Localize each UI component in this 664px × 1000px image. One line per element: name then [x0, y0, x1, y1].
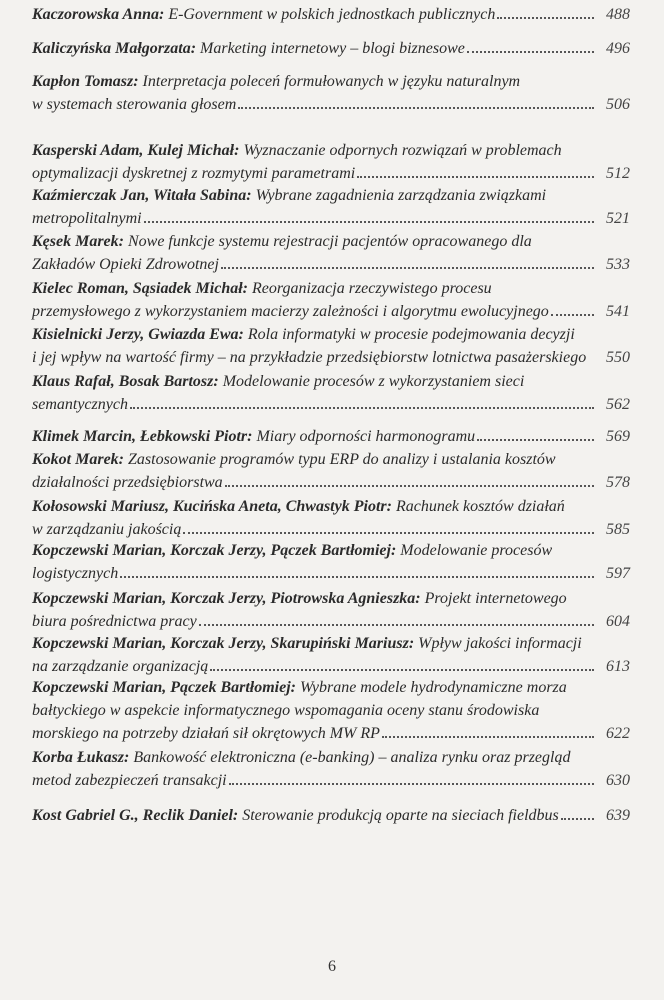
entry-title: Reorganizacja rzeczywistego procesu: [252, 280, 492, 297]
entry-line: [32, 746, 630, 769]
entry-line: [32, 448, 630, 471]
entry-title: Modelowanie procesów z wykorzystaniem sieci: [222, 373, 525, 390]
entry-page-number: 541: [606, 303, 630, 320]
entry-line: [32, 804, 630, 827]
entry-authors: Kost Gabriel G., Reclik Daniel:: [32, 807, 239, 824]
toc-entry: [32, 676, 630, 745]
entry-line: [32, 207, 630, 230]
dot-leader: [221, 267, 594, 269]
entry-line: [32, 323, 630, 346]
entry-authors: Kielec Roman, Sąsiadek Michał:: [32, 280, 248, 297]
dot-leader: [225, 485, 594, 487]
dot-leader: [120, 576, 594, 578]
entry-line: [32, 346, 630, 369]
dot-leader: [477, 439, 594, 441]
toc-entry: [32, 3, 630, 26]
entry-line: [32, 722, 630, 745]
entry-authors: Kisielnicki Jerzy, Gwiazda Ewa:: [32, 326, 244, 343]
toc-entry: [32, 632, 630, 678]
entry-authors: Kaliczyńska Małgorzata:: [32, 40, 197, 57]
toc-entry: [32, 139, 630, 185]
entry-page-number: 562: [606, 396, 630, 413]
entry-title: logistycznych: [32, 565, 119, 582]
toc-entry: [32, 495, 630, 541]
toc-entry: [32, 230, 630, 276]
dot-leader: [561, 818, 594, 820]
entry-line: [32, 37, 630, 60]
entry-page-number: 604: [606, 613, 630, 630]
entry-line: [32, 699, 630, 722]
entry-page-number: 630: [606, 772, 630, 789]
entry-line: [32, 769, 630, 792]
dot-leader: [130, 407, 594, 409]
entry-line: [32, 471, 630, 494]
entry-authors: Kasperski Adam, Kulej Michał:: [32, 142, 240, 159]
entry-line: [32, 162, 630, 185]
entry-page-number: 496: [606, 40, 630, 57]
entry-line: [32, 253, 630, 276]
entry-line: [32, 93, 630, 116]
toc-entry: [32, 804, 630, 827]
entry-line: [32, 70, 630, 93]
entry-line: [32, 393, 630, 416]
entry-page-number: 597: [606, 565, 630, 582]
entry-page-number: 585: [606, 521, 630, 538]
entry-line: [32, 676, 630, 699]
entry-title: Bankowość elektroniczna (e-banking) – analiza rynku oraz przegląd: [133, 749, 571, 766]
entry-line: [32, 230, 630, 253]
entry-title: Sterowanie produkcją oparte na sieciach fieldbus: [242, 807, 559, 824]
entry-title: optymalizacji dyskretnej z rozmytymi parametrami: [32, 165, 356, 182]
dot-leader: [497, 17, 594, 19]
toc-entry: [32, 746, 630, 792]
entry-page-number: 639: [606, 807, 630, 824]
entry-authors: Kołosowski Mariusz, Kucińska Aneta, Chwastyk Piotr:: [32, 498, 392, 515]
entry-line: [32, 632, 630, 655]
entry-title: Marketing internetowy – blogi biznesowe: [200, 40, 465, 57]
entry-authors: Klaus Rafał, Bosak Bartosz:: [32, 373, 219, 390]
entry-title: Rola informatyki w procesie podejmowania decyzji: [247, 326, 575, 343]
entry-authors: Kokot Marek:: [32, 451, 124, 468]
entry-page-number: 578: [606, 474, 630, 491]
entry-title: semantycznych: [32, 396, 128, 413]
entry-page-number: 512: [606, 165, 630, 182]
entry-title: Wyznaczanie odpornych rozwiązań w problemach: [243, 142, 562, 159]
entry-title: w systemach sterowania głosem: [32, 96, 237, 113]
entry-page-number: 488: [606, 6, 630, 23]
entry-title: metod zabezpieczeń transakcji: [32, 772, 227, 789]
dot-leader: [382, 736, 594, 738]
entry-page-number: 521: [606, 210, 630, 227]
dot-leader: [357, 176, 594, 178]
entry-page-number: 613: [606, 658, 630, 675]
entry-title: w zarządzaniu jakością: [32, 521, 182, 538]
entry-title: przemysłowego z wykorzystaniem macierzy zależności i algorytmu ewolucyjnego: [32, 303, 549, 320]
toc-entry: [32, 277, 630, 323]
entry-line: [32, 539, 630, 562]
dot-leader: [551, 314, 594, 316]
entry-line: [32, 184, 630, 207]
entry-title: na zarządzanie organizacją: [32, 658, 209, 675]
toc-entry: [32, 70, 630, 116]
entry-authors: Kopczewski Marian, Korczak Jerzy, Pączek Bartłomiej:: [32, 542, 397, 559]
dot-leader: [183, 532, 594, 534]
entry-page-number: 622: [606, 725, 630, 742]
entry-authors: Kopczewski Marian, Pączek Bartłomiej:: [32, 679, 296, 696]
entry-title: Nowe funkcje systemu rejestracji pacjentów opracowanego dla: [127, 233, 532, 250]
entry-title: Zastosowanie programów typu ERP do analizy i ustalania kosztów: [128, 451, 556, 468]
entry-line: [32, 495, 630, 518]
entry-title: E-Government w polskich jednostkach publicznych: [168, 6, 496, 23]
entry-line: [32, 518, 630, 541]
toc-entry: [32, 539, 630, 585]
entry-authors: Kaczorowska Anna:: [32, 6, 165, 23]
entry-line: [32, 277, 630, 300]
entry-page-number: 533: [606, 256, 630, 273]
entry-title: Wpływ jakości informacji: [418, 635, 582, 652]
entry-title: Interpretacja poleceń formułowanych w języku naturalnym: [142, 73, 521, 90]
entry-authors: Kapłon Tomasz:: [32, 73, 139, 90]
entry-title: Rachunek kosztów działań: [395, 498, 565, 515]
toc-entry: [32, 37, 630, 60]
entry-authors: Kęsek Marek:: [32, 233, 124, 250]
entry-title: bałtyckiego w aspekcie informatycznego wspomagania oceny stanu środowiska: [32, 702, 540, 719]
entry-authors: Kopczewski Marian, Korczak Jerzy, Skarupiński Mariusz:: [32, 635, 415, 652]
toc-entry: [32, 184, 630, 230]
entry-title: Modelowanie procesów: [400, 542, 553, 559]
entry-authors: Kopczewski Marian, Korczak Jerzy, Piotrowska Agnieszka:: [32, 590, 421, 607]
entry-authors: Klimek Marcin, Łebkowski Piotr:: [32, 428, 253, 445]
toc-entry: [32, 425, 630, 448]
entry-authors: Kaźmierczak Jan, Witała Sabina:: [32, 187, 252, 204]
entry-page-number: 506: [606, 96, 630, 113]
dot-leader: [238, 107, 594, 109]
entry-line: [32, 655, 630, 678]
entry-title: i jej wpływ na wartość firmy – na przykładzie przedsiębiorstw lotnictwa pasażerskiego: [32, 349, 587, 366]
entry-title: Wybrane modele hydrodynamiczne morza: [300, 679, 567, 696]
page-number: 6: [328, 958, 336, 975]
entry-title: Zakładów Opieki Zdrowotnej: [32, 256, 219, 273]
toc-entry: [32, 587, 630, 633]
entry-page-number: 569: [606, 428, 630, 445]
dot-leader: [210, 669, 594, 671]
entry-page-number: 550: [606, 349, 630, 366]
entry-line: [32, 370, 630, 393]
dot-leader: [229, 783, 594, 785]
dot-leader: [144, 221, 594, 223]
entry-title: morskiego na potrzeby działań sił okrętowych MW RP: [32, 725, 380, 742]
entry-line: [32, 587, 630, 610]
entry-line: [32, 139, 630, 162]
entry-title: metropolitalnymi: [32, 210, 142, 227]
dot-leader: [199, 624, 594, 626]
entry-authors: Korba Łukasz:: [32, 749, 130, 766]
toc-entry: [32, 448, 630, 494]
entry-title: Wybrane zagadnienia zarządzania związkami: [255, 187, 547, 204]
entry-line: [32, 610, 630, 633]
entry-title: Projekt internetowego: [424, 590, 567, 607]
entry-line: [32, 300, 630, 323]
entry-line: [32, 425, 630, 448]
toc-entry: [32, 323, 630, 369]
entry-title: Miary odporności harmonogramu: [256, 428, 476, 445]
entry-title: działalności przedsiębiorstwa: [32, 474, 223, 491]
dot-leader: [467, 51, 594, 53]
entry-line: [32, 3, 630, 26]
entry-title: biura pośrednictwa pracy: [32, 613, 197, 630]
entry-line: [32, 562, 630, 585]
toc-entry: [32, 370, 630, 416]
